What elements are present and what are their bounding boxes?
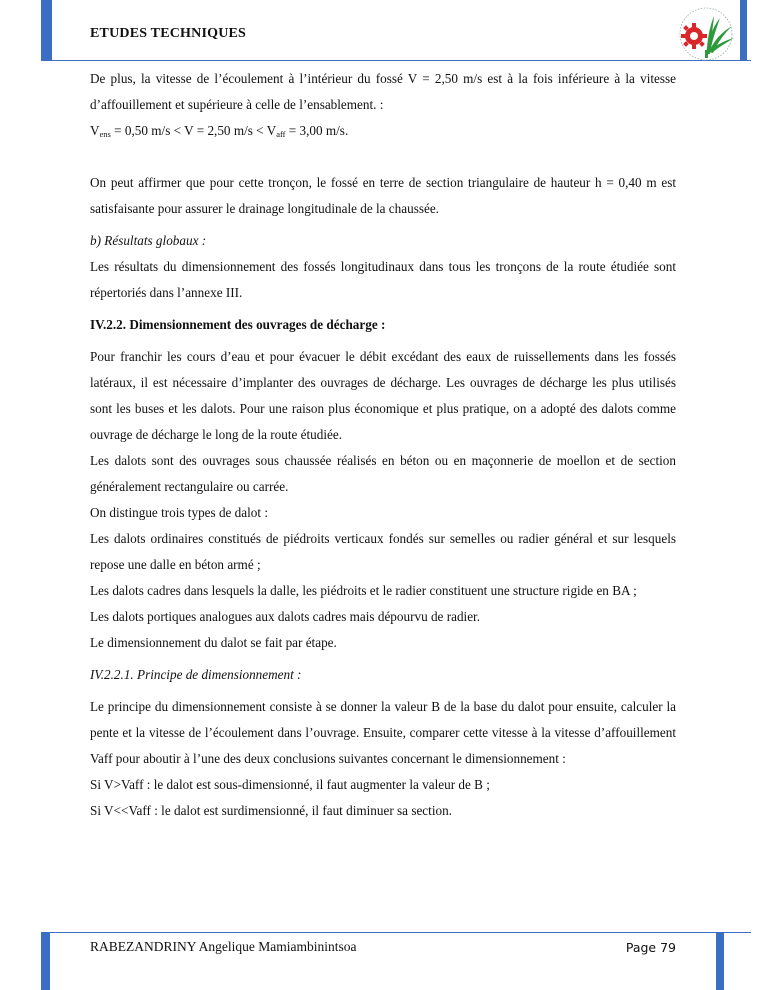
paragraph: Le dimensionnement du dalot se fait par étape. [90, 635, 337, 650]
paragraph: Le principe du dimensionnement consiste à se donner la valeur B de la base du dalot pour ensuite, calculer la pente et la vitesse de l’écoulement dans l’ouvrage. Ensuite, comparer cette vitesse à la vitesse d’affouillement Vaff pour aboutir à l’une des deux conclusions suivantes concernant le dimensionnement : [90, 699, 676, 766]
section-heading: IV.2.2. Dimensionnement des ouvrages de décharge : [90, 317, 386, 332]
footer-left-bar [41, 932, 50, 990]
paragraph: On peut affirmer que pour cette tronçon, le fossé en terre de section triangulaire de hauteur h = 0,40 m est satisfaisante pour assurer le drainage longitudinale de la chaussée. [90, 175, 676, 216]
paragraph: Les dalots sont des ouvrages sous chaussée réalisés en béton ou en maçonnerie de moellon et de section généralement rectangulaire ou carrée. [90, 453, 676, 494]
header-rule [41, 60, 751, 61]
footer-right-bar [716, 932, 724, 990]
footer-rule [41, 932, 751, 933]
paragraph: Les dalots cadres dans lesquels la dalle, les piédroits et le radier constituent une structure rigide en BA ; [90, 583, 637, 598]
subheading-principle: IV.2.2.1. Principe de dimensionnement : [90, 667, 302, 682]
paragraph: Si V<<Vaff : le dalot est surdimensionné, il faut diminuer sa section. [90, 803, 452, 818]
paragraph: Les dalots ordinaires constitués de piédroits verticaux fondés sur semelles ou radier général et sur lesquels repose une dalle en béton armé ; [90, 531, 676, 572]
header-title: ETUDES TECHNIQUES [90, 26, 247, 41]
paragraph: On distingue trois types de dalot : [90, 505, 269, 520]
velocity-formula: $V_{ens} = 0,50$ m/s < V = 2,50 $m/s < V_{aff} = 3,00$ m/s. [90, 123, 349, 139]
paragraph: Pour franchir les cours d’eau et pour évacuer le débit excédant des eaux de ruissellements dans les fossés latéraux, il est nécessaire d’implanter des ouvrages de décharge. Les ouvrages de décharge les plus utilisés sont les buses et les dalots. Pour une raison plus économique et plus pratique, on a adopté des dalots comme ouvrage de décharge le long de la route étudiée. [90, 349, 676, 442]
document-body [90, 66, 676, 824]
paragraph: De plus, la vitesse de l’écoulement à l’intérieur du fossé V = 2,50 m/s est à la fois inférieure à la vitesse d’affouillement et supérieure à celle de l’ensablement. : [90, 71, 676, 112]
page-number: Page 79 [625, 940, 676, 955]
paragraph: Si V>Vaff : le dalot est sous-dimensionné, il faut augmenter la valeur de B ; [90, 777, 490, 792]
header-right-bar [740, 0, 747, 60]
footer-author: RABEZANDRINY Angelique Mamiambinintsoa [90, 939, 357, 954]
subheading-results: b) Résultats globaux : [90, 233, 207, 248]
school-emblem-icon [672, 6, 740, 62]
header-left-bar [41, 0, 52, 60]
paragraph: Les résultats du dimensionnement des fossés longitudinaux dans tous les tronçons de la route étudiée sont répertoriés dans l’annexe III. [90, 259, 676, 300]
paragraph: Les dalots portiques analogues aux dalots cadres mais dépourvu de radier. [90, 609, 481, 624]
